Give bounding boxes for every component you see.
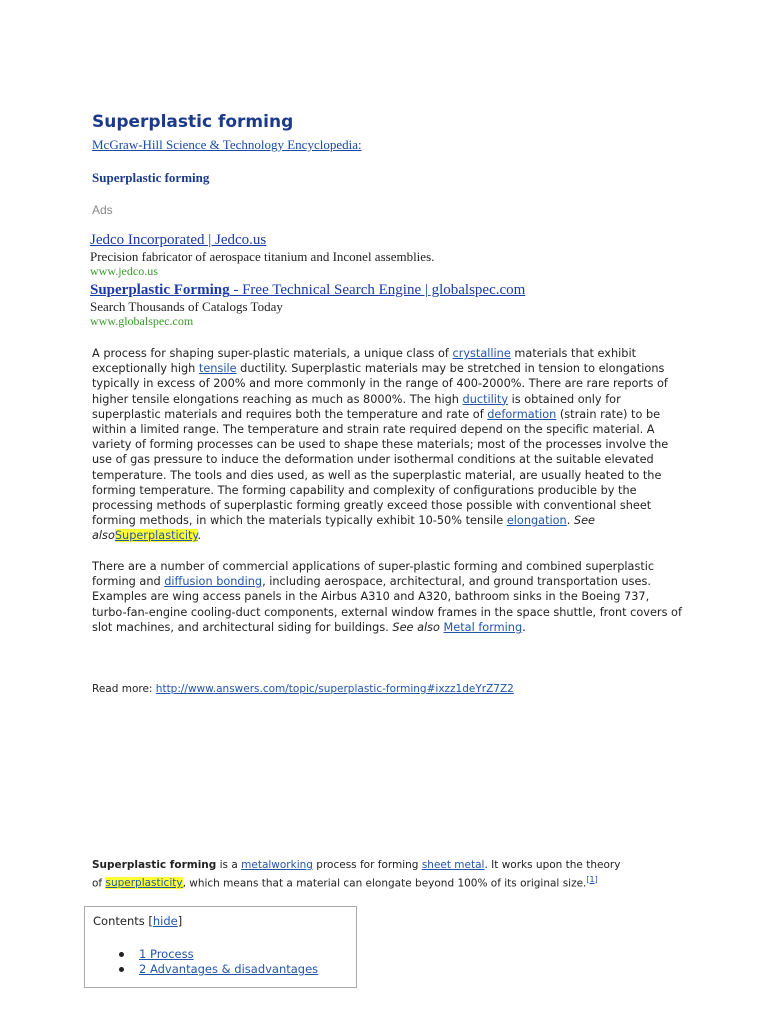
p1-text-5: (strain rate) to be within a limited range. The temperature and strain rate required depend on the specific material. A variety of forming processes can be used to shape these materials; most of the processes involve the use of gas pressure to induce the deformation under isothermal conditions at the suitable elevated temperature. The tools and dies used, as well as the superplastic material, are usually heated to the forming temperature. The forming capability and complexity of configurations producible by the processing methods of superplastic forming greatly exceed those possible with conventional sheet forming methods, in which the materials typically exhibit 10-50% tensile [92,407,669,528]
ad-globalspec-title-link[interactable] [90,281,525,299]
link-diffusion-bonding[interactable]: diffusion bonding [164,575,263,589]
ad-globalspec-title-rest: - Free Technical Search Engine | globalspec.com [229,282,526,298]
ad-globalspec-title-bold: Superplastic Forming [90,282,230,298]
wiki-intro-paragraph [92,858,632,891]
toc-bracket-close: ] [177,914,183,928]
p1-text-1: A process for shaping super-plastic materials, a unique class of [92,347,453,360]
link-metalworking[interactable]: metalworking [241,859,313,871]
toc-hide-toggle[interactable]: hide [152,914,178,928]
toc-list [115,947,318,977]
ad-globalspec-description: Search Thousands of Catalogs Today [90,299,283,314]
p1-text-3: ductility. Superplastic materials may be stretched in tension to elongations typically in excess of 200% and more commonly in the range of 400-2000%. There are rare reports of higher tensile elongations reaching as much as 8000%. The high [92,362,668,406]
p1-text-4: is obtained only for superplastic materials and requires both the temperature and rate of [92,392,621,421]
toc-link-process[interactable]: 1 Process [139,947,194,961]
p2-text-2: , including aerospace, architectural, and ground transportation uses. Examples are wing access panels in the Airbus A310 and A320, bathroom sinks in the Boeing 737, turbo-fan-engine cooling-duct components, external window frames in the space shuttle, front covers of slot machines, and architectural siding for buildings. [92,575,682,634]
toc-link-advantages[interactable]: 2 Advantages & disadvantages [139,962,319,976]
link-superplasticity-highlighted[interactable]: Superplasticity [114,529,198,543]
p2-text-1: There are a number of commercial applications of super-plastic forming and combined superplastic forming and [92,560,655,589]
toc-item [115,962,318,977]
ad-jedco-title-link[interactable]: Jedco Incorporated | Jedco.us [90,232,267,248]
link-superplasticity-wiki[interactable]: superplasticity [105,877,183,889]
p3-text-3: . It works upon the theory of [92,859,621,889]
p1-text-2: materials that exhibit exceptionally high [92,347,637,376]
link-tensile[interactable]: tensile [198,362,237,376]
read-more [92,683,514,695]
link-deformation[interactable]: deformation [487,407,557,421]
article-paragraph-2 [92,559,682,635]
ads-label: Ads [92,203,113,217]
article-paragraph-1 [92,346,682,544]
ad-jedco [90,231,434,278]
p1-text-6: . [566,514,574,528]
p1-see-also: See also [92,514,595,543]
p3-text-4: , which means that a material can elongate beyond 100% of its original size. [182,877,587,889]
ad-jedco-url[interactable]: www.jedco.us [90,264,158,278]
link-sheet-metal[interactable]: sheet metal [421,859,485,871]
p1-text-7: . [197,529,202,543]
page-title: Superplastic forming [92,112,294,132]
section-subheading: Superplastic forming [92,170,210,185]
read-more-link[interactable]: http://www.answers.com/topic/superplastic-forming#ixzz1deYrZ7Z2 [155,683,514,695]
table-of-contents [84,906,357,988]
p2-text-3: . [522,620,526,634]
toc-item [115,947,318,962]
source-link[interactable]: McGraw-Hill Science & Technology Encyclopedia: [92,137,362,152]
p3-bold-term: Superplastic forming [92,859,217,871]
p3-text-2: process for forming [312,859,422,871]
p3-text-1: is a [216,859,242,871]
read-more-label: Read more: [92,683,156,695]
link-metal-forming[interactable]: Metal forming [443,620,523,634]
ad-globalspec-url[interactable]: www.globalspec.com [90,314,194,328]
link-elongation[interactable]: elongation [506,514,567,528]
link-crystalline[interactable]: crystalline [452,347,511,360]
ad-jedco-description: Precision fabricator of aerospace titanium and Inconel assemblies. [90,249,435,264]
toc-bracket-open: [ [144,914,153,928]
reference-link[interactable]: [1] [586,874,598,884]
toc-heading [93,914,182,928]
toc-title: Contents [93,914,145,928]
p2-see-also: See also [392,620,440,634]
link-ductility[interactable]: ductility [462,392,509,406]
ad-globalspec [90,281,525,328]
